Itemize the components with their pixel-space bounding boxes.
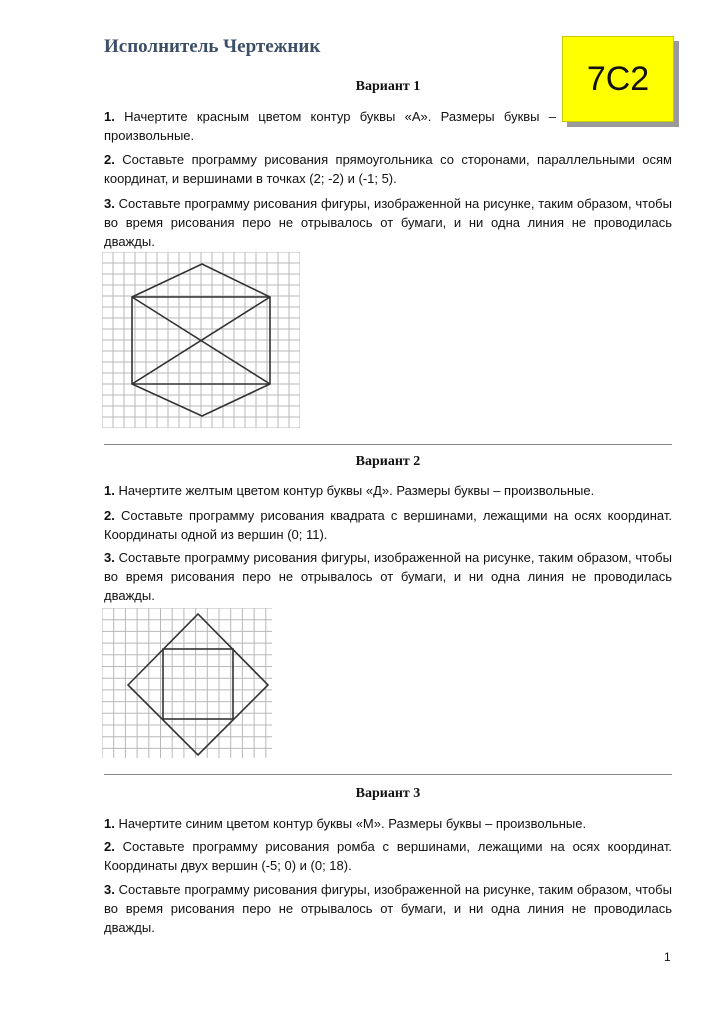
variant-2-task-1 — [104, 481, 672, 500]
variant-2-task-3 — [104, 548, 672, 605]
task-text: Начертите синим цветом контур буквы «М». Размеры буквы – произвольные. — [118, 816, 587, 831]
task-number: 2. — [104, 508, 115, 523]
variant-1-figure-grid — [102, 252, 300, 428]
task-number: 3. — [104, 196, 115, 211]
task-number: 1. — [104, 816, 115, 831]
variant-1-task-3 — [104, 194, 672, 251]
task-text: Начертите красным цветом контур буквы «А». Размеры буквы – произвольные. — [104, 109, 556, 143]
variant-3-task-1 — [104, 814, 672, 833]
variant-1-heading: Вариант 1 — [355, 79, 421, 94]
variant-2-heading: Вариант 2 — [355, 454, 421, 469]
figure-inner-square — [163, 649, 233, 719]
variant-2-task-2 — [104, 506, 672, 544]
task-number: 3. — [104, 550, 115, 565]
variant-1-task-1 — [104, 107, 556, 145]
task-text: Составьте программу рисования фигуры, изображенной на рисунке, таким образом, чтобы во время рисования перо не отрывалось от бумаги, и ни одна линия не проводилась дважды. — [104, 196, 672, 249]
variant-3-task-2 — [104, 837, 672, 875]
task-number: 2. — [104, 152, 115, 167]
task-text: Составьте программу рисования фигуры, изображенной на рисунке, таким образом, чтобы во время рисования перо не отрывалось от бумаги, и ни одна линия не проводилась дважды. — [104, 550, 672, 603]
task-text: Составьте программу рисования квадрата с вершинами, лежащими на осях координат. Координаты одной из вершин (0; 11). — [104, 508, 672, 542]
variant-2-figure-grid — [102, 608, 272, 758]
task-text: Составьте программу рисования прямоугольника со сторонами, параллельными осям координат, и вершинами в точках (2; -2) и (-1; 5). — [104, 152, 672, 186]
task-number: 1. — [104, 483, 115, 498]
page-number: 1 — [664, 950, 671, 964]
variant-3-task-3 — [104, 880, 672, 937]
page-title: Исполнитель Чертежник — [104, 36, 321, 57]
grid-lines — [102, 608, 272, 758]
task-text: Составьте программу рисования ромба с вершинами, лежащими на осях координат. Координаты двух вершин (-5; 0) и (0; 18). — [104, 839, 672, 873]
task-text: Составьте программу рисования фигуры, изображенной на рисунке, таким образом, чтобы во время рисования перо не отрывалось от бумаги, и ни одна линия не проводилась дважды. — [104, 882, 672, 935]
task-number: 3. — [104, 882, 115, 897]
divider — [104, 774, 672, 775]
variant-1-task-2 — [104, 150, 672, 188]
task-text: Начертите желтым цветом контур буквы «Д». Размеры буквы – произвольные. — [118, 483, 595, 498]
task-number: 1. — [104, 109, 115, 124]
divider — [104, 444, 672, 445]
variant-3-heading: Вариант 3 — [355, 786, 421, 801]
task-number: 2. — [104, 839, 115, 854]
variant-code-badge: 7С2 — [562, 36, 674, 122]
